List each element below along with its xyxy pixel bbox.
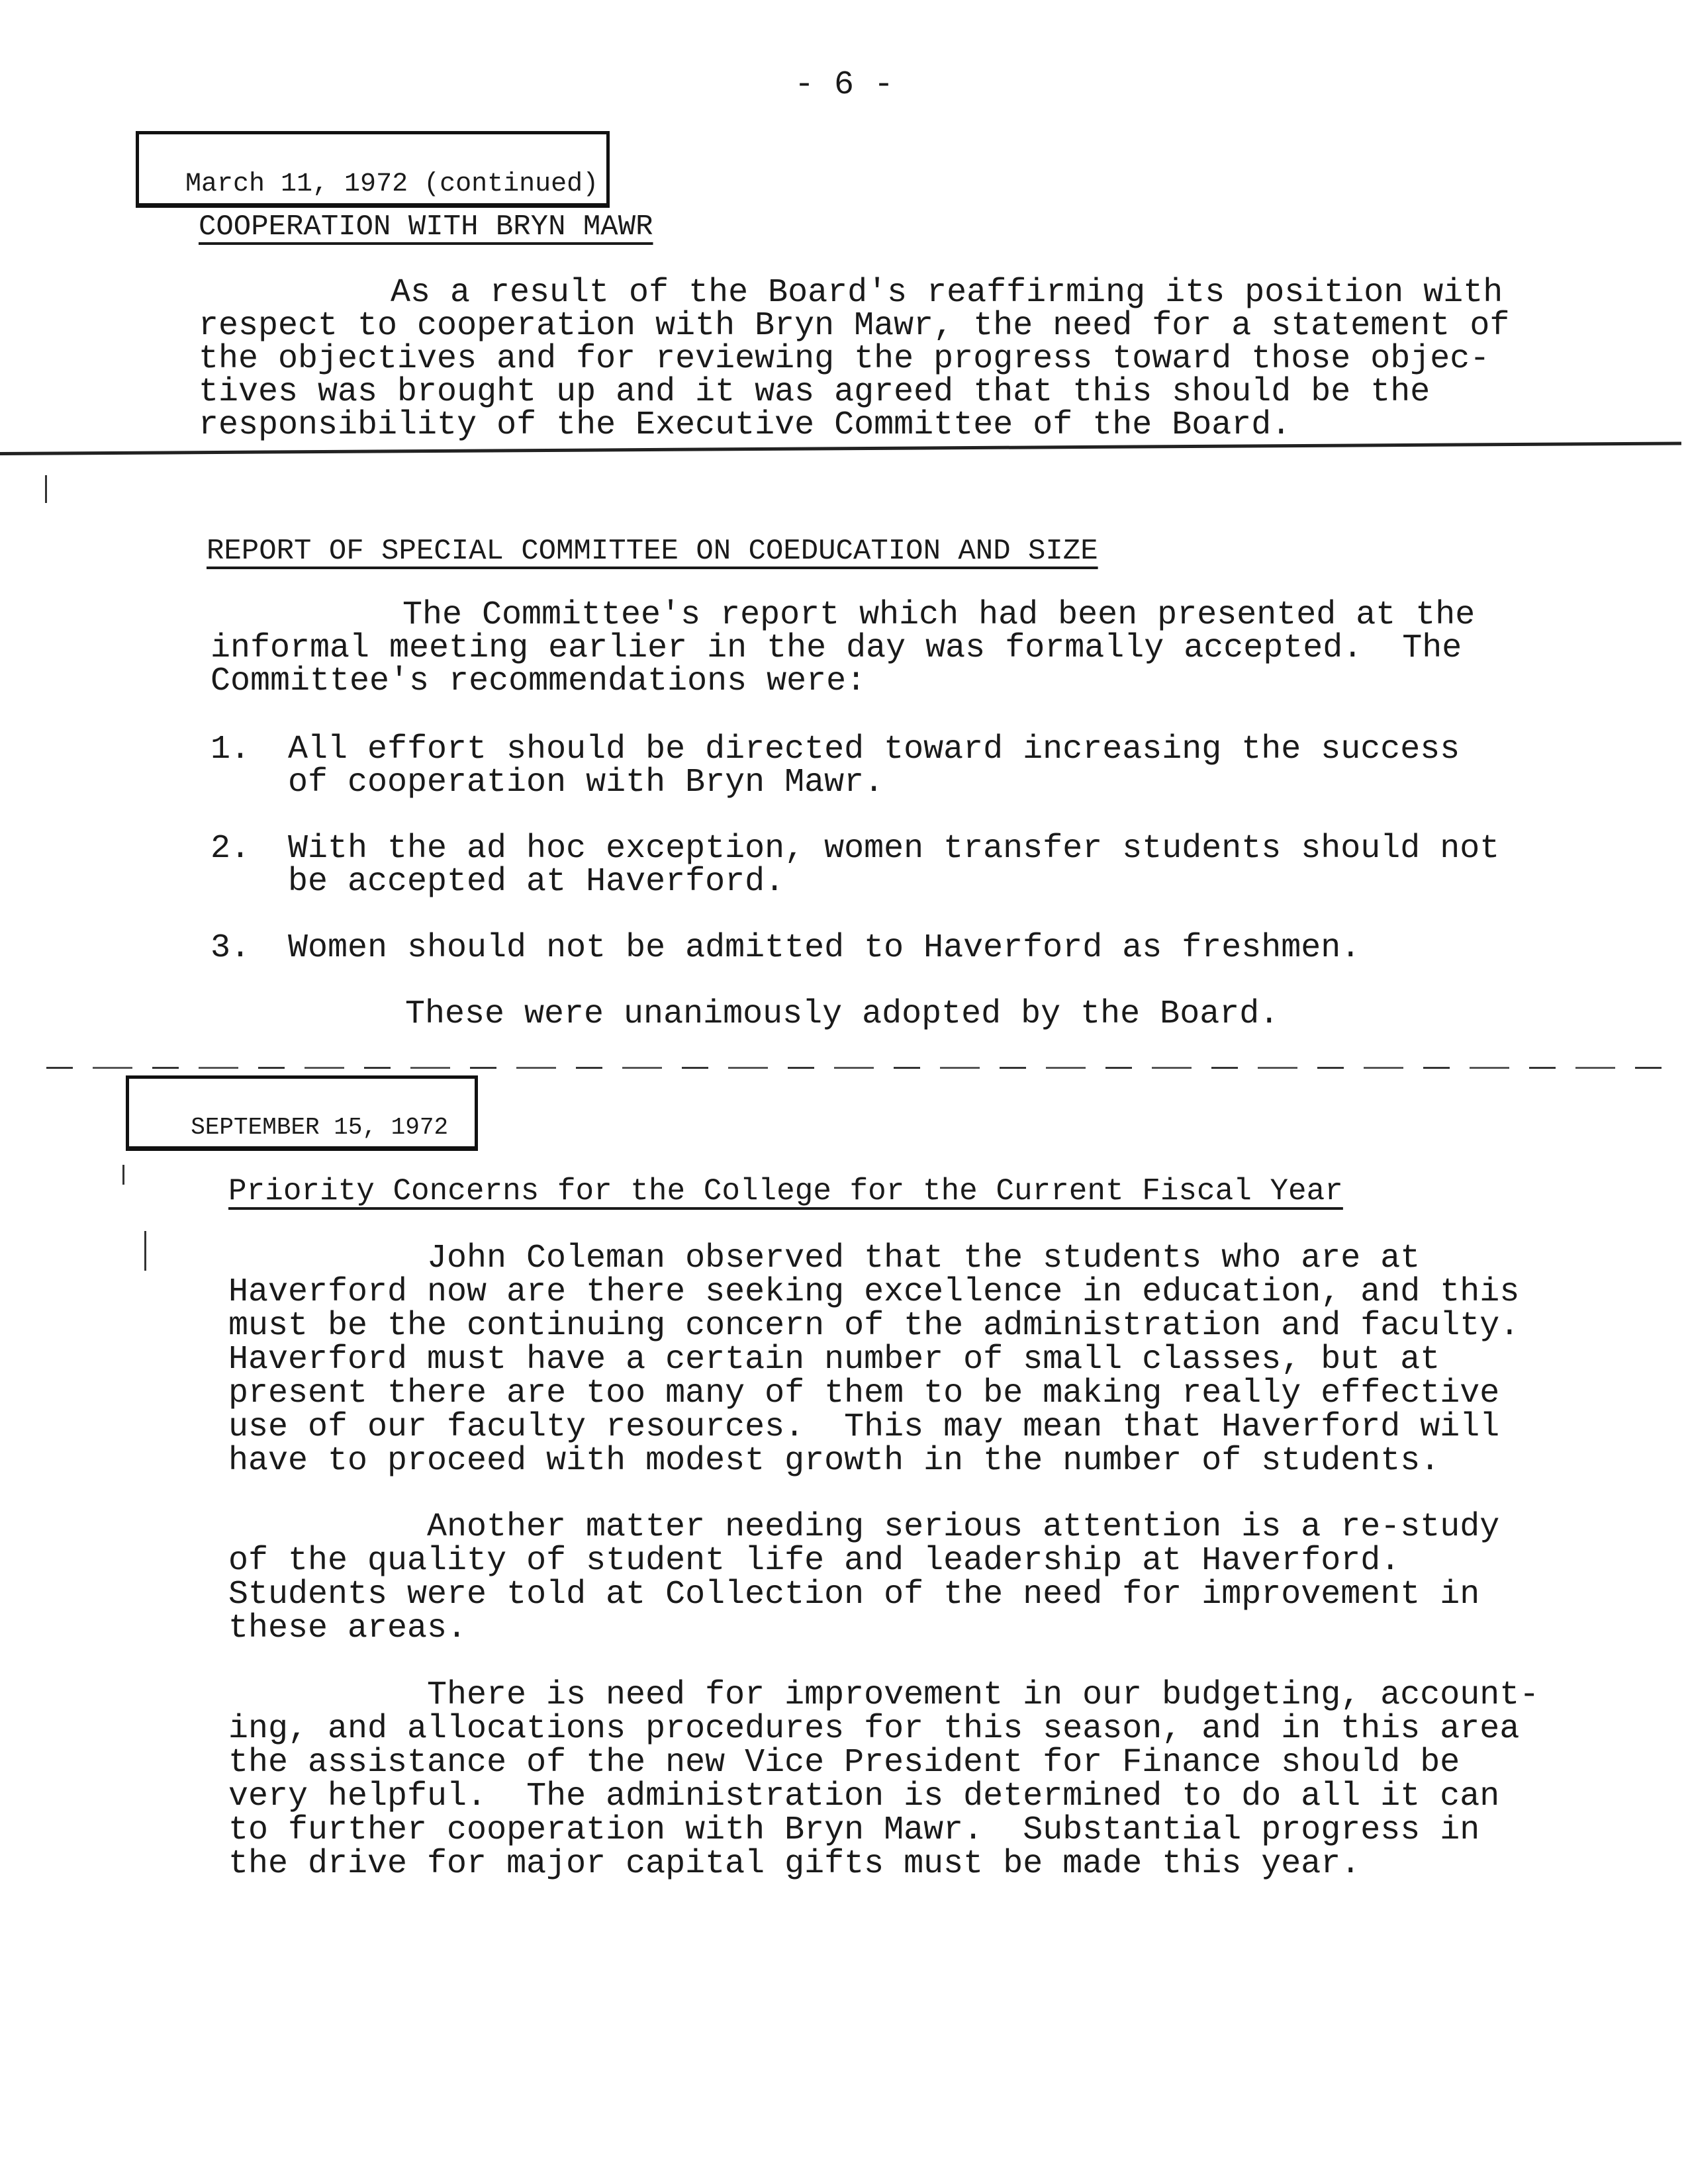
paragraph-line: Haverford now are there seeking excellence in education, and this [228,1273,1520,1311]
closing-statement: These were unanimously adopted by the Board. [405,995,1280,1033]
section-heading-cooperation: COOPERATION WITH BRYN MAWR [199,210,653,244]
page-number: - 6 - [794,66,894,104]
section-heading-priority-concerns: Priority Concerns for the College for the Current Fiscal Year [228,1174,1343,1208]
recommendation-line: be accepted at Haverford. [288,863,785,901]
date-box-september-1972 [126,1075,478,1151]
date-box-march-1972 [136,131,610,208]
paragraph-line: must be the continuing concern of the administration and faculty. [228,1307,1520,1345]
paragraph-line: the assistance of the new Vice President for Finance should be [228,1744,1460,1782]
paragraph-line: responsibility of the Executive Committee of the Board. [199,406,1291,444]
date-label: March 11, 1972 (continued) [185,169,599,199]
paragraph-line: Students were told at Collection of the need for improvement in [228,1576,1480,1614]
paragraph-line: present there are too many of them to be making really effective [228,1375,1500,1412]
date-label: SEPTEMBER 15, 1972 [191,1114,449,1141]
paragraph-line: Committee's recommendations were: [211,662,867,700]
recommendation-line: With the ad hoc exception, women transfer students should not [288,830,1500,868]
paragraph-line: very helpful. The administration is determined to do all it can [228,1778,1500,1815]
scan-mark [45,475,47,503]
paragraph-line: use of our faculty resources. This may mean that Haverford will [228,1408,1500,1446]
paragraph-line: Another matter needing serious attention is a re-study [427,1508,1500,1546]
paragraph-line: There is need for improvement in our budgeting, account- [427,1676,1540,1714]
recommendation-line: of cooperation with Bryn Mawr. [288,764,884,801]
scan-mark [144,1231,146,1271]
recommendation-number: 2. [211,830,251,868]
recommendation-number: 1. [211,731,251,768]
paragraph-line: these areas. [228,1610,467,1647]
paragraph-line: The Committee's report which had been presented at the [402,596,1476,634]
paragraph-line: the objectives and for reviewing the progress toward those objec- [199,340,1490,378]
paragraph-line: respect to cooperation with Bryn Mawr, the need for a statement of [199,307,1510,345]
recommendation-line: Women should not be admitted to Haverford as freshmen. [288,929,1361,967]
scan-mark [122,1165,124,1185]
recommendation-number: 3. [211,929,251,967]
paragraph-line: As a result of the Board's reaffirming its position with [391,274,1503,312]
paragraph-line: John Coleman observed that the students who are at [427,1240,1421,1277]
paragraph-line: ing, and allocations procedures for this season, and in this area [228,1710,1520,1748]
section-heading-report: REPORT OF SPECIAL COMMITTEE ON COEDUCATION AND SIZE [207,535,1098,568]
paragraph-line: Haverford must have a certain number of small classes, but at [228,1341,1440,1379]
recommendation-line: All effort should be directed toward increasing the success [288,731,1460,768]
paragraph-line: informal meeting earlier in the day was formally accepted. The [211,629,1462,667]
paragraph-line: to further cooperation with Bryn Mawr. Substantial progress in [228,1811,1480,1849]
paragraph-line: have to proceed with modest growth in the number of students. [228,1442,1440,1480]
paragraph-line: of the quality of student life and leadership at Haverford. [228,1542,1401,1580]
paragraph-line: tives was brought up and it was agreed that this should be the [199,373,1430,411]
paragraph-line: the drive for major capital gifts must be made this year. [228,1845,1361,1883]
section-divider-dashed [46,1067,1681,1069]
